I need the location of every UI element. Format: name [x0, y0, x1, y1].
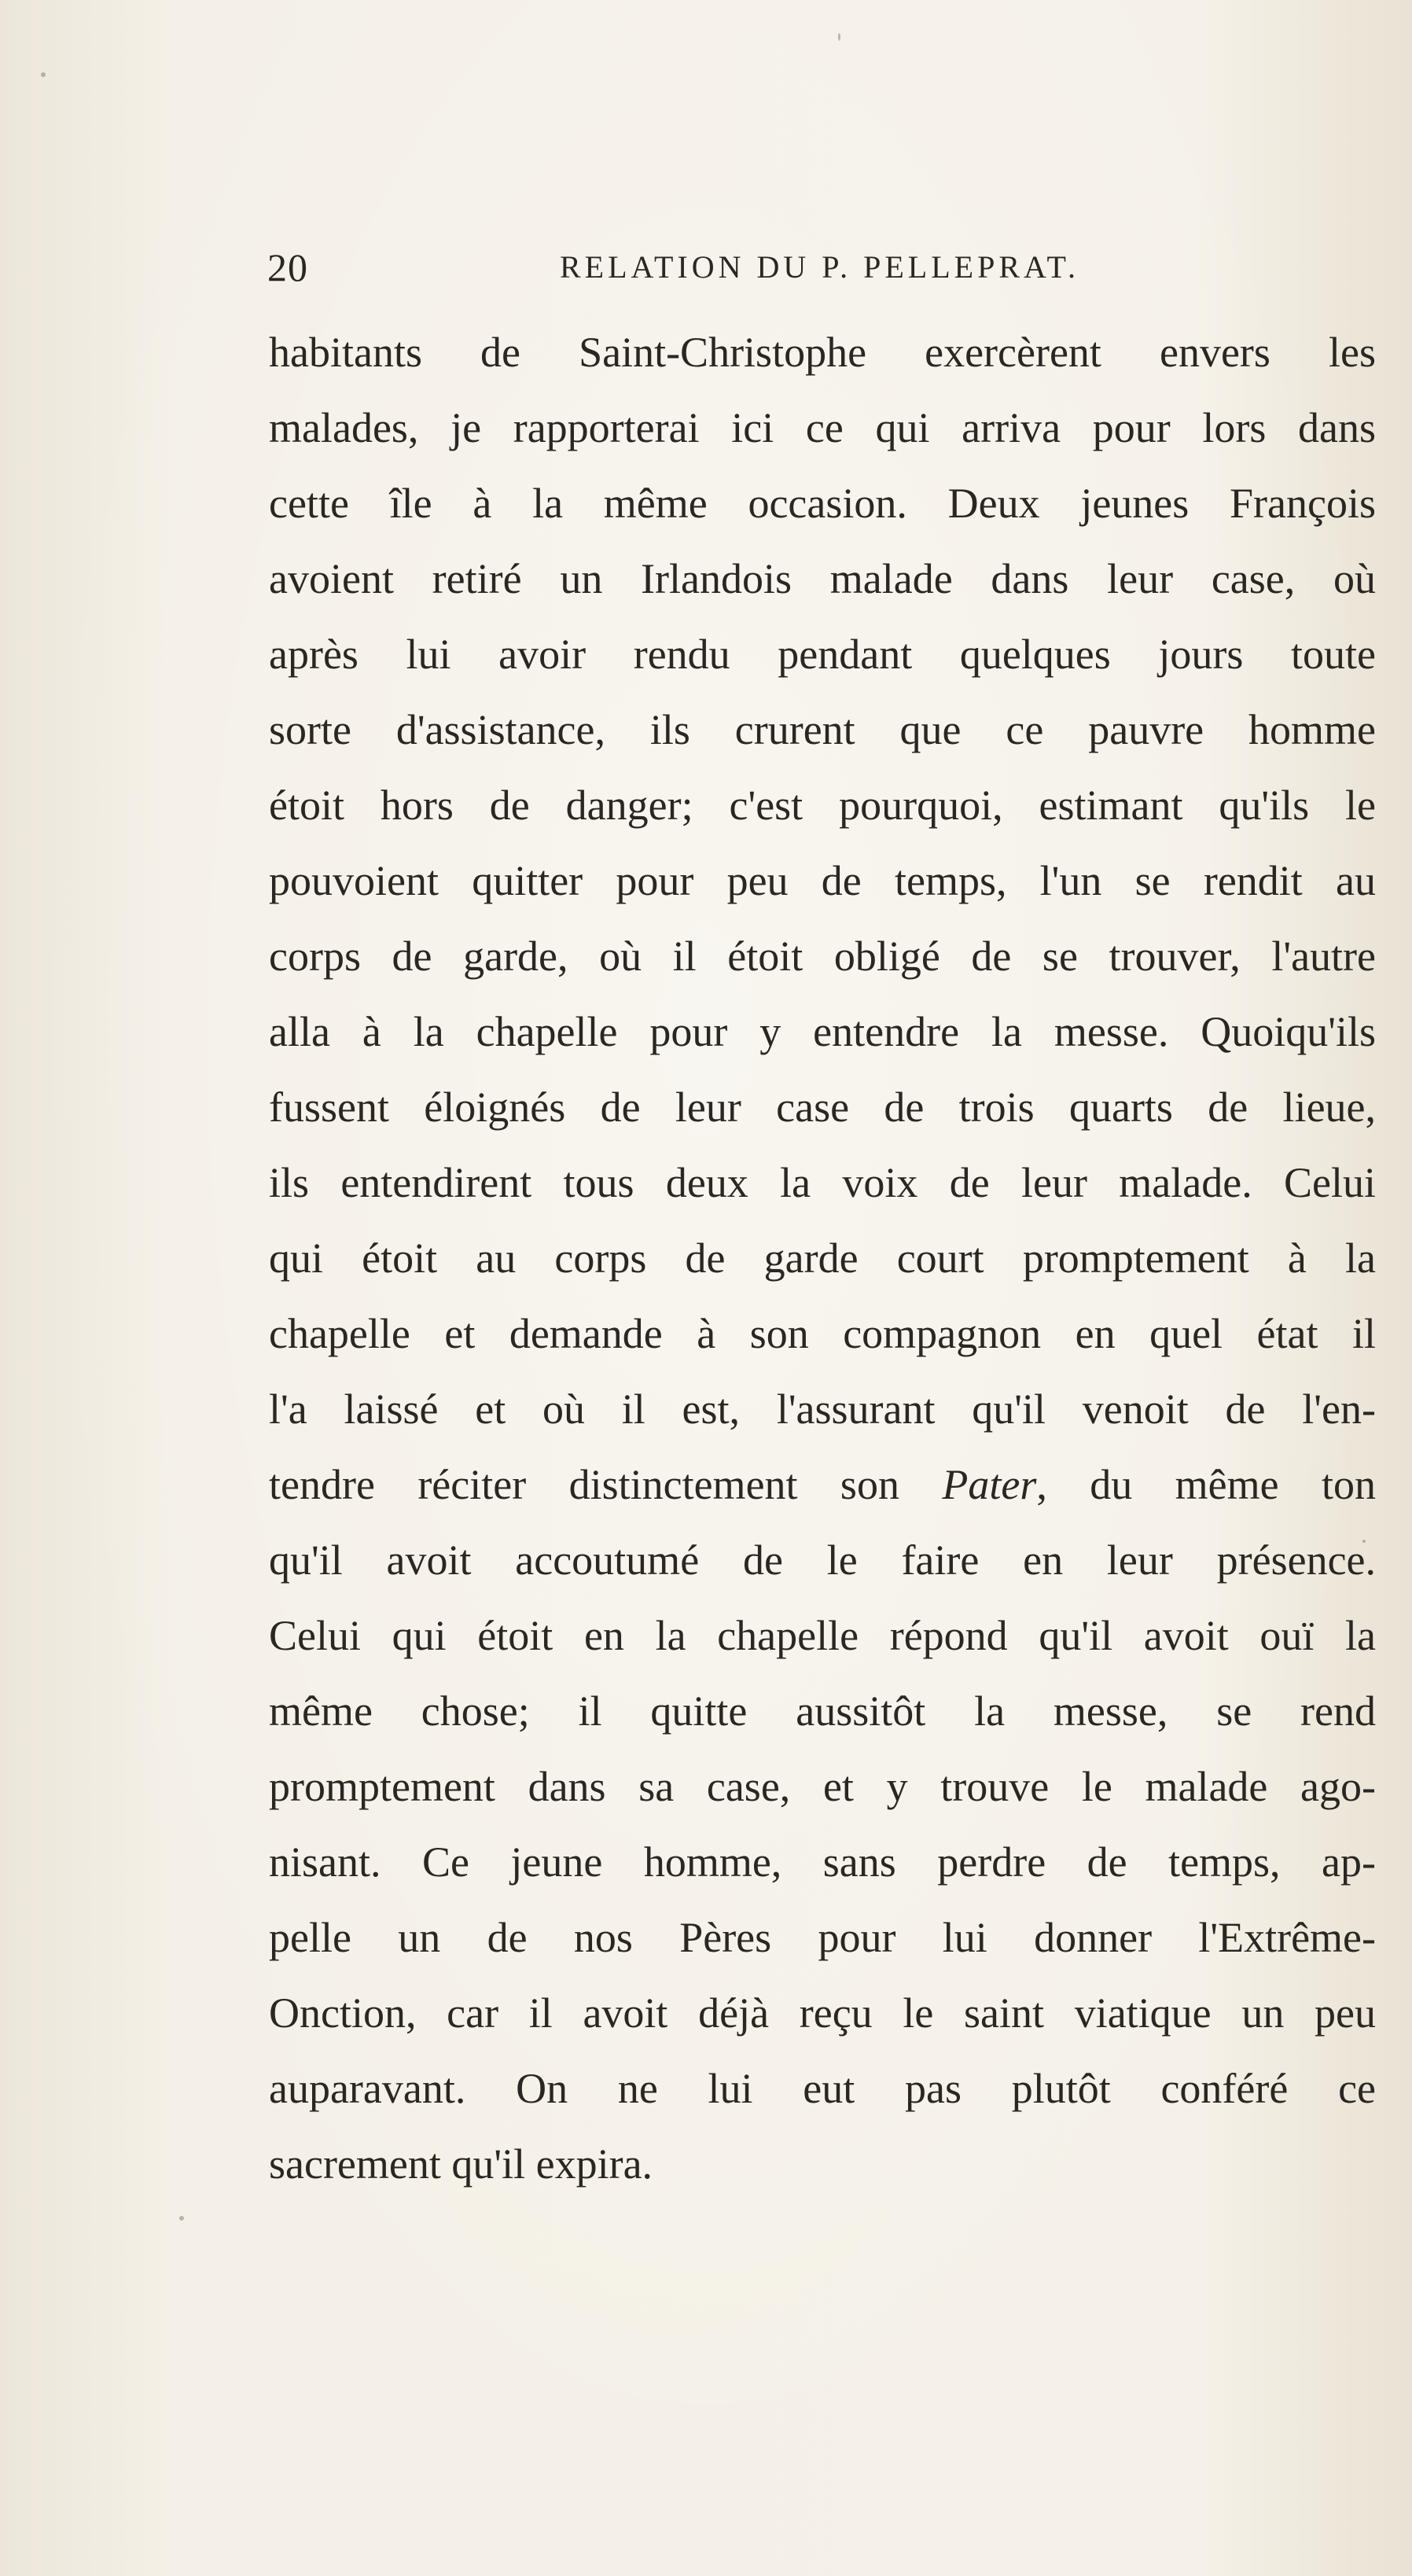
text-line: Onction, car il avoit déjà reçu le saint viatique un peu — [269, 1989, 1376, 2037]
text-line: avoient retiré un Irlandois malade dans leur case, où — [269, 555, 1376, 602]
paper-speck — [838, 33, 840, 41]
text-line: malades, je rapporterai ici ce qui arriva pour lors dans — [269, 404, 1376, 451]
text-line: auparavant. On ne lui eut pas plutôt conféré ce — [269, 2065, 1376, 2112]
text-line: chapelle et demande à son compagnon en quel état il — [269, 1310, 1376, 1357]
text-line: promptement dans sa case, et y trouve le malade ago- — [269, 1763, 1376, 1810]
text-line: pouvoient quitter pour peu de temps, l'un se rendit au — [269, 857, 1376, 904]
text-line: Celui qui étoit en la chapelle répond qu'il avoit ouï la — [269, 1612, 1376, 1659]
page-number: 20 — [267, 245, 308, 289]
text-line: cette île à la même occasion. Deux jeunes François — [269, 480, 1376, 527]
running-title: RELATION DU P. PELLEPRAT. — [560, 249, 1079, 285]
text-line: nisant. Ce jeune homme, sans perdre de temps, ap- — [269, 1838, 1376, 1886]
text-line: habitants de Saint-Christophe exercèrent envers les — [269, 329, 1376, 376]
text-line-pater — [269, 1447, 1376, 1522]
paper-speck — [179, 2216, 184, 2221]
paper-speck — [41, 72, 46, 77]
page-header — [267, 236, 1376, 299]
pater-emphasis: Pater — [942, 1461, 1037, 1508]
text-line: sorte d'assistance, ils crurent que ce pauvre homme — [269, 706, 1376, 753]
text-line: pelle un de nos Pères pour lui donner l'Extrême- — [269, 1914, 1376, 1961]
body-text — [269, 315, 1376, 2202]
text-line-pater-before: tendre réciter distinctement son Pater, du même ton — [269, 1461, 1376, 1508]
text-line: qu'il avoit accoutumé de le faire en leur présence. — [269, 1536, 1376, 1584]
text-line: étoit hors de danger; c'est pourquoi, estimant qu'ils le — [269, 782, 1376, 829]
text-line: corps de garde, où il étoit obligé de se trouver, l'autre — [269, 933, 1376, 980]
text-line: même chose; il quitte aussitôt la messe, se rend — [269, 1687, 1376, 1735]
text-line: qui étoit au corps de garde court promptement à la — [269, 1235, 1376, 1282]
text-line: après lui avoir rendu pendant quelques jours toute — [269, 631, 1376, 678]
text-line-final: sacrement qu'il expira. — [269, 2140, 653, 2188]
text-line: fussent éloignés de leur case de trois quarts de lieue, — [269, 1084, 1376, 1131]
paper-speck — [1362, 1540, 1366, 1543]
text-line: ils entendirent tous deux la voix de leur malade. Celui — [269, 1159, 1376, 1206]
text-line: l'a laissé et où il est, l'assurant qu'il venoit de l'en- — [269, 1386, 1376, 1433]
text-line: alla à la chapelle pour y entendre la messe. Quoiqu'ils — [269, 1008, 1376, 1055]
